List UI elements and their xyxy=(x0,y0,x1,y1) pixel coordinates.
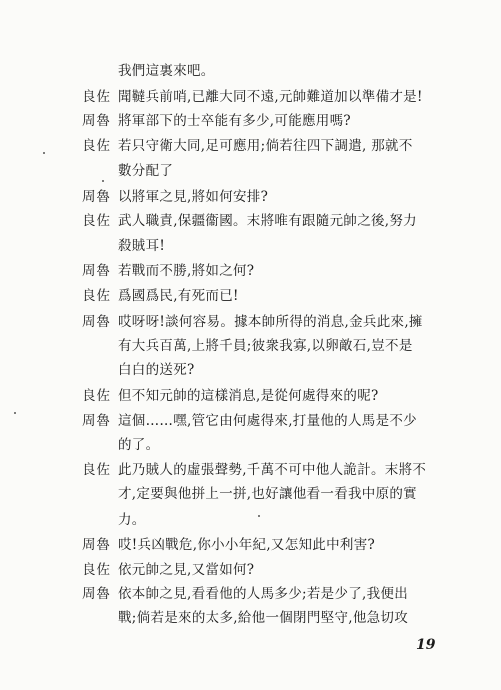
speaker-name: 良佐 xyxy=(82,213,111,229)
dialogue-line xyxy=(0,133,501,159)
dialogue-line xyxy=(0,258,501,284)
dialogue-line xyxy=(0,84,501,110)
dialogue-line xyxy=(0,605,501,631)
page-number: 19 xyxy=(416,637,436,653)
scan-speck xyxy=(258,515,260,517)
dialogue-text: 哎!兵凶戰危,你小小年紀,又怎知此中利害? xyxy=(118,537,376,553)
speaker-name: 周魯 xyxy=(82,537,111,553)
dialogue-line xyxy=(0,309,501,335)
dialogue-line xyxy=(0,58,501,84)
speaker-name: 周魯 xyxy=(82,113,111,129)
dialogue-line xyxy=(0,481,501,507)
dialogue-text: 但不知元帥的這樣消息,是從何處得來的呢? xyxy=(118,388,379,404)
dialogue-line xyxy=(0,333,501,359)
speaker-name: 周魯 xyxy=(82,263,111,279)
speaker-name: 周魯 xyxy=(82,189,111,205)
dialogue-text: 依元帥之見,又當如何? xyxy=(118,562,255,578)
dialogue-text: 若戰而不勝,將如之何? xyxy=(118,263,255,279)
dialogue-line xyxy=(0,432,501,458)
dialogue-line xyxy=(0,357,501,383)
dialogue-text: 數分配了 xyxy=(118,163,174,179)
speaker-name: 周魯 xyxy=(82,314,111,330)
speaker-name: 良佐 xyxy=(82,288,111,304)
dialogue-line xyxy=(0,557,501,583)
scan-speck xyxy=(43,152,45,154)
dialogue-text: 此乃賊人的虛張聲勢,千萬不可中他人詭計。末將不 xyxy=(118,462,427,478)
dialogue-text: 哎呀呀!談何容易。據本帥所得的消息,金兵此來,擁 xyxy=(118,314,423,330)
speaker-name: 良佐 xyxy=(82,138,111,154)
dialogue-line xyxy=(0,383,501,409)
dialogue-line xyxy=(0,208,501,234)
dialogue-line xyxy=(0,108,501,134)
speaker-name: 良佐 xyxy=(82,89,111,105)
dialogue-text: 以將軍之見,將如何安排? xyxy=(118,189,269,205)
dialogue-line xyxy=(0,233,501,259)
dialogue-text: 力。 xyxy=(118,512,146,528)
dialogue-line xyxy=(0,507,501,533)
dialogue-text: 爲國爲民,有死而已! xyxy=(118,288,239,304)
dialogue-line xyxy=(0,184,501,210)
scan-speck xyxy=(14,412,16,414)
dialogue-line xyxy=(0,408,501,434)
dialogue-line xyxy=(0,581,501,607)
dialogue-text: 武人職責,保疆衞國。末將唯有跟隨元帥之後,努力 xyxy=(118,213,417,229)
dialogue-text: 將軍部下的士卒能有多少,可能應用嗎? xyxy=(118,113,351,129)
dialogue-text: 才,定要與他拼上一拼,也好讓他看一看我中原的實 xyxy=(118,486,417,502)
speaker-name: 良佐 xyxy=(82,562,111,578)
dialogue-text: 我們這裏來吧。 xyxy=(118,63,215,79)
dialogue-text: 白白的送死? xyxy=(118,362,195,378)
dialogue-text: 的了。 xyxy=(118,437,160,453)
scan-speck xyxy=(102,180,104,182)
dialogue-text: 依本帥之見,看看他的人馬多少;若是少了,我便出 xyxy=(118,586,409,602)
speaker-name: 良佐 xyxy=(82,462,111,478)
dialogue-text: 戰;倘若是來的太多,給他一個閉門堅守,他急切攻 xyxy=(118,610,409,626)
dialogue-line xyxy=(0,532,501,558)
speaker-name: 周魯 xyxy=(82,586,111,602)
dialogue-text: 殺賊耳! xyxy=(118,238,166,254)
dialogue-line xyxy=(0,283,501,309)
dialogue-line xyxy=(0,457,501,483)
dialogue-text: 聞韃兵前哨,已離大同不遠,元帥難道加以準備才是! xyxy=(118,89,423,105)
speaker-name: 良佐 xyxy=(82,388,111,404)
dialogue-line xyxy=(0,158,501,184)
dialogue-text: 若只守衛大同,足可應用;倘若往四下調遣, 那就不 xyxy=(118,138,413,154)
dialogue-text: 有大兵百萬,上將千員;彼衆我寡,以卵敵石,豈不是 xyxy=(118,338,413,354)
speaker-name: 周魯 xyxy=(82,413,111,429)
dialogue-text: 這個……嘿,管它由何處得來,打量他的人馬是不少 xyxy=(118,413,417,429)
